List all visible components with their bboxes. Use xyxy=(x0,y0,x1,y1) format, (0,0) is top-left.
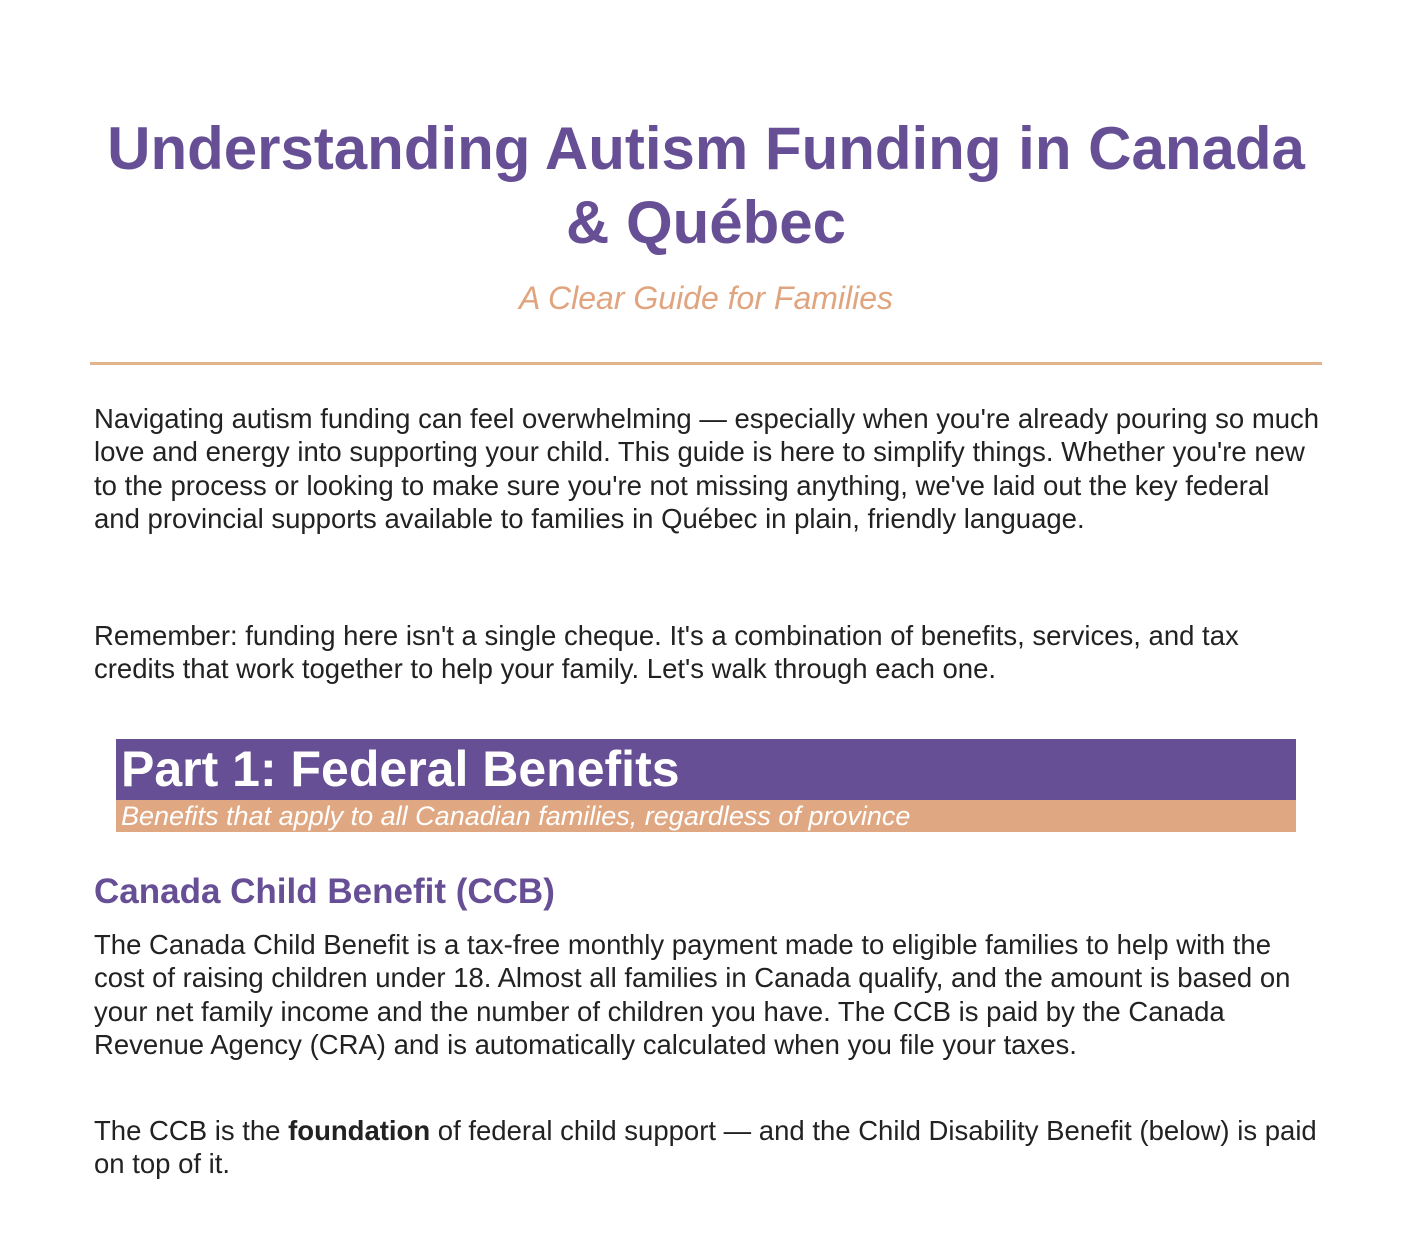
part-1-subtitle: Benefits that apply to all Canadian families, regardless of province xyxy=(116,800,1296,832)
ccb-paragraph-1: The Canada Child Benefit is a tax-free monthly payment made to eligible families to help with the cost of raising children under 18. Almost all families in Canada qualify, and the amount is based on your net family income and the number of children you have. The CCB is paid by the Canada Revenue Agency (CRA) and is automatically calculated when you file your taxes. xyxy=(94,929,1291,1060)
ccb-heading: Canada Child Benefit (CCB) xyxy=(94,872,555,911)
part-1-banner xyxy=(116,739,1296,832)
part-1-title: Part 1: Federal Benefits xyxy=(116,739,1296,800)
ccb-paragraph-2 xyxy=(94,1114,1322,1181)
ccb-paragraph-2-start: The CCB is the xyxy=(94,1115,289,1146)
intro-paragraph-2: Remember: funding here isn't a single cheque. It's a combination of benefits, services, and tax credits that work together to help your family. Let's walk through each one. xyxy=(94,620,1239,685)
ccb-paragraph-2-end: of federal child support — and the Child Disability Benefit (below) is paid on top of it. xyxy=(94,1115,1317,1180)
intro-paragraph-1: Navigating autism funding can feel overwhelming — especially when you're already pouring so much love and energy into supporting your child. This guide is here to simplify things. Whether you're new to the process or looking to make sure you're not missing anything, we've laid out the key federal and provincial supports available to families in Québec in plain, friendly language. xyxy=(94,403,1320,534)
document-subtitle: A Clear Guide for Families xyxy=(518,280,894,316)
header-divider xyxy=(90,362,1322,365)
ccb-emphasis-foundation: foundation xyxy=(288,1115,431,1146)
document-title: Understanding Autism Funding in Canada & Québec xyxy=(107,115,1305,256)
